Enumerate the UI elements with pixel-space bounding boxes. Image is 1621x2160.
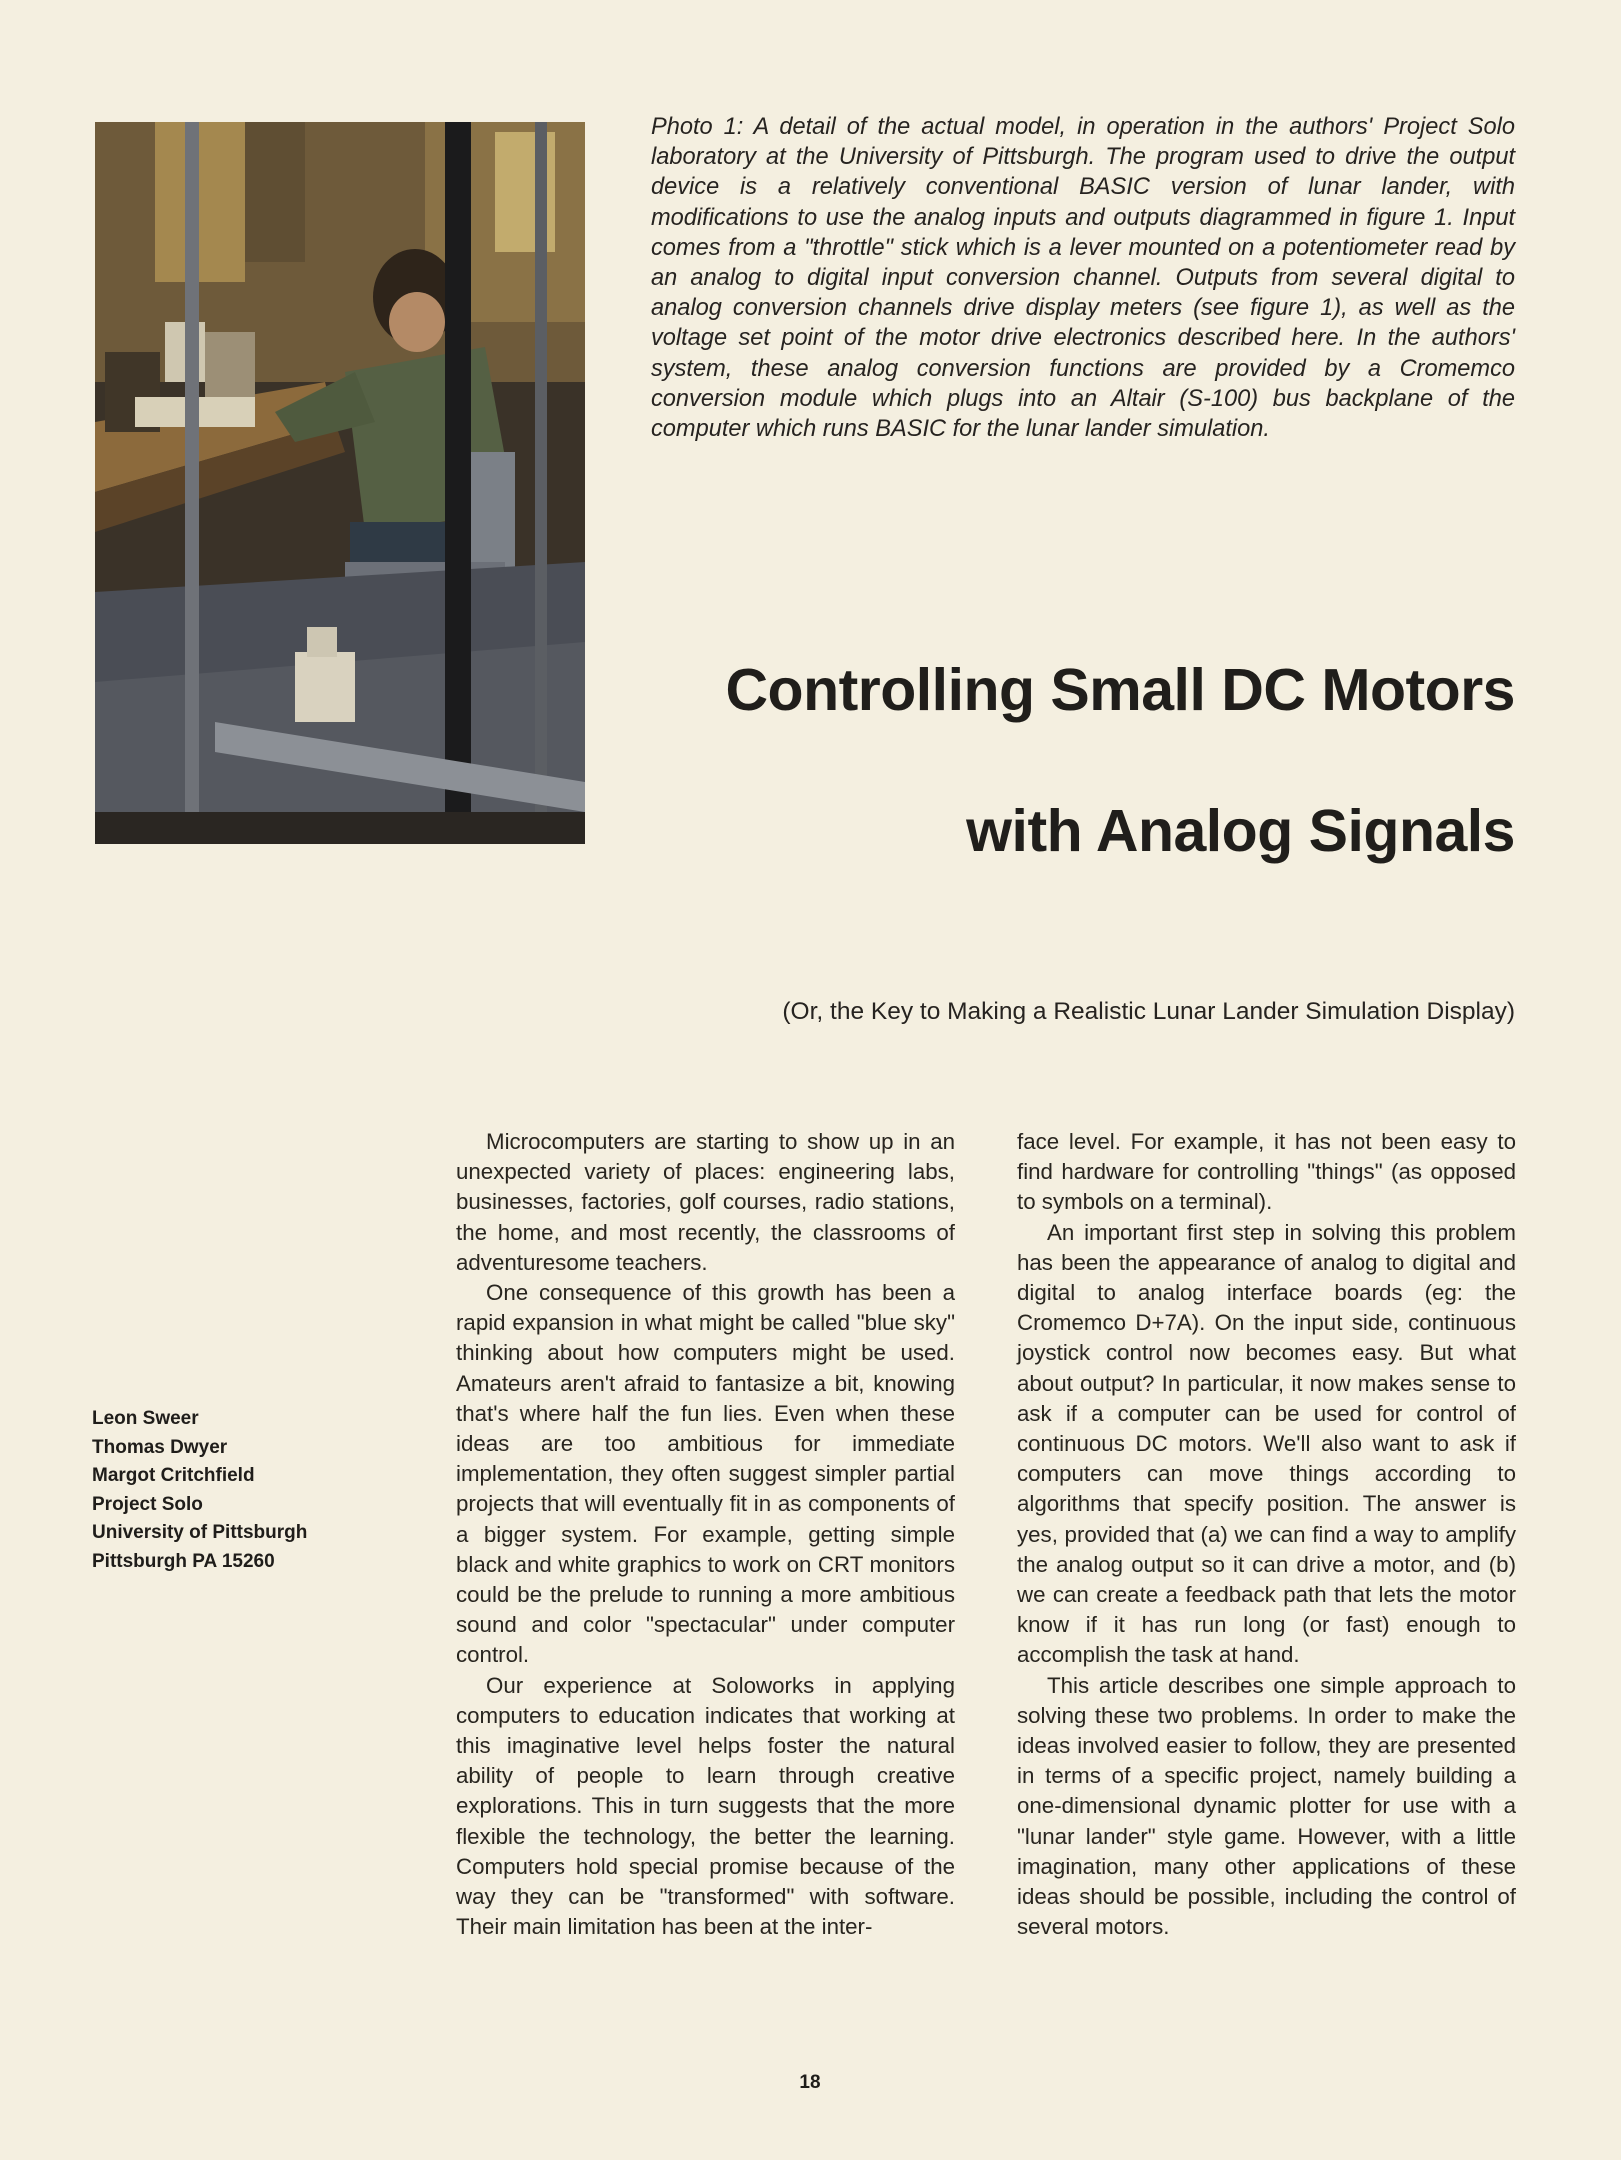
- page-number: 18: [799, 2072, 821, 2093]
- author-block: [92, 1405, 392, 1576]
- body-paragraph: face level. For example, it has not been easy to find hardware for controlling "things" (as opposed to symbols on a terminal).: [1017, 1129, 1516, 1215]
- body-paragraph: Microcomputers are starting to show up in an unexpected variety of places: engineering labs, businesses, factories, golf courses, radio stations, the home, and most recently, the classrooms of adventuresome teachers.: [456, 1129, 955, 1275]
- article-title-line-2: with Analog Signals: [966, 798, 1515, 864]
- body-paragraph: An important first step in solving this problem has been the appearance of analog to digital and digital to analog interface boards (eg: the Cromemco D+7A). On the input side, continuous joystick control now becomes easy. But what about output? In particular, it now makes sense to ask if a computer can be used for control of continuous DC motors. We'll also want to ask if computers can move things according to algorithms that specify position. The answer is yes, provided that (a) we can find a way to amplify the analog output so it can drive a motor, and (b) we can create a feedback path that lets the motor know if it has run long (or fast) enough to accomplish the task at hand.: [1017, 1219, 1516, 1668]
- lab-photo-illustration: [95, 122, 585, 844]
- lab-photo: [95, 122, 585, 844]
- body-column-1: [456, 1127, 955, 1942]
- author-line: Margot Critchfield: [92, 1465, 255, 1486]
- author-line: Thomas Dwyer: [92, 1436, 228, 1458]
- article-subtitle: (Or, the Key to Making a Realistic Lunar Lander Simulation Display): [782, 998, 1515, 1025]
- body-column-2: [1017, 1127, 1516, 1942]
- author-line: Project Solo: [92, 1493, 203, 1515]
- body-paragraph: Our experience at Soloworks in applying computers to education indicates that working at this imaginative level helps foster the natural ability of people to learn through creative explorations. This in turn suggests that the more flexible the technology, the better the learning. Computers hold special promise because of the way they can be "transformed" with software. Their main limitation has been at the inter-: [456, 1672, 955, 1940]
- author-line: Pittsburgh PA 15260: [92, 1550, 275, 1572]
- author-line: University of Pittsburgh: [92, 1522, 308, 1543]
- photo-caption: Photo 1: A detail of the actual model, in operation in the authors' Project Solo laboratory at the University of Pittsburgh. The program used to drive the output device is a relatively conventional BASIC version of lunar lander, with modifications to use the analog inputs and outputs diagrammed in figure 1. Input comes from a "throttle" stick which is a lever mounted on a potentiometer read by an analog to digital input conversion channel. Outputs from several digital to analog conversion channels drive display meters (see figure 1), as well as the voltage set point of the motor drive electronics described here. In the authors' system, these analog conversion functions are provided by a Cromemco conversion module which plugs into an Altair (S-100) bus backplane of the computer which runs BASIC for the lunar lander simulation.: [651, 114, 1515, 443]
- article-title-line-1: Controlling Small DC Motors: [725, 657, 1515, 723]
- author-line: Leon Sweer: [92, 1408, 199, 1429]
- body-paragraph: This article describes one simple approach to solving these two problems. In order to make the ideas involved easier to follow, they are presented in terms of a specific project, namely building a one-dimensional dynamic plotter for use with a "lunar lander" style game. However, with a little imagination, many other applications of these ideas should be possible, including the control of several motors.: [1017, 1672, 1516, 1940]
- body-paragraph: One consequence of this growth has been a rapid expansion in what might be called "blue sky" thinking about how computers might be used. Amateurs aren't afraid to fantasize a bit, knowing that's where half the fun lies. Even when these ideas are too ambitious for immediate implementation, they often suggest simpler partial projects that will eventually fit in as components of a bigger system. For example, getting simple black and white graphics to work on CRT monitors could be the prelude to running a more ambitious sound and color "spectacular" under computer control.: [456, 1280, 955, 1668]
